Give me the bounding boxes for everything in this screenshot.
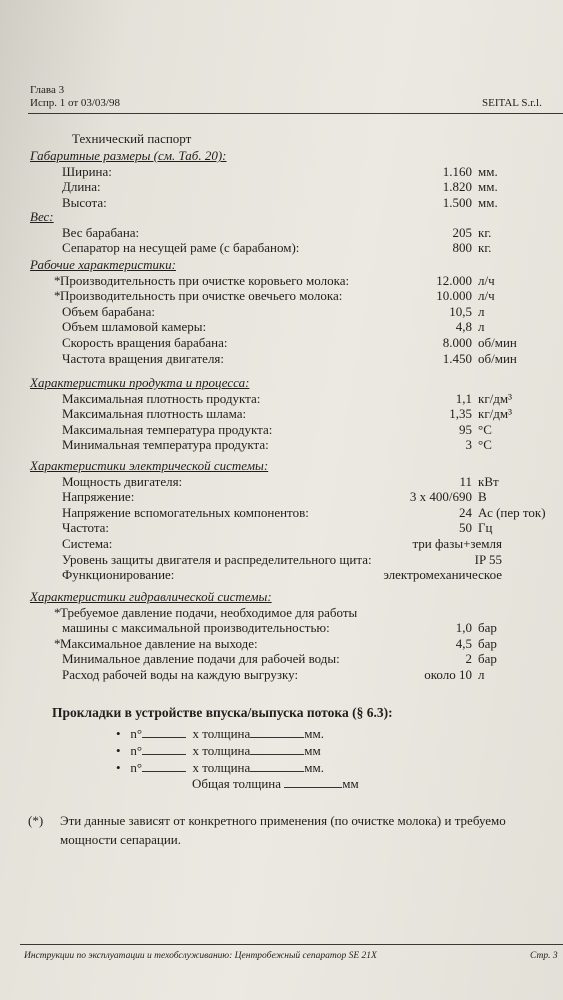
gasket-unit: мм. — [304, 760, 324, 775]
spec-value: 95 — [459, 421, 472, 437]
footnote-star: * — [54, 604, 61, 620]
spec-unit: л/ч — [478, 288, 495, 304]
footer-rule — [20, 944, 563, 945]
note-line-2: мощности сепарации. — [60, 832, 181, 847]
spec-label: Максимальное давление на выходе: — [60, 635, 258, 651]
gaskets-title: Прокладки в устройстве впуска/выпуска потока (§ 6.3): — [52, 705, 393, 720]
spec-label: Минимальное давление подачи для рабочей воды: — [62, 651, 340, 667]
gasket-thickness-label: х толщина — [192, 760, 251, 775]
gasket-total-unit: мм — [342, 776, 359, 791]
gasket-unit: мм. — [304, 726, 324, 741]
spec-unit: л — [478, 303, 485, 319]
section-title-hydraulic: Характеристики гидравлической системы: — [30, 589, 272, 604]
spec-unit: бар — [478, 620, 497, 636]
spec-label: Скорость вращения барабана: — [62, 334, 228, 350]
spec-label: Уровень защиты двигателя и распределительного щита: — [62, 551, 372, 567]
spec-value: 205 — [452, 224, 472, 240]
gasket-thickness-blank[interactable] — [250, 744, 304, 755]
spec-value: 10,5 — [449, 303, 472, 319]
section-title-product: Характеристики продукта и процесса: — [30, 375, 250, 390]
spec-unit: бар — [478, 635, 497, 651]
spec-value: 4,8 — [455, 319, 472, 335]
spec-unit: мм. — [478, 194, 498, 210]
spec-label: Напряжение: — [62, 489, 135, 505]
footnote-star: * — [54, 272, 61, 288]
revision-label: Испр. 1 от 03/03/98 — [30, 97, 120, 109]
spec-value: 10.000 — [436, 288, 472, 304]
spec-unit: мм. — [478, 163, 498, 179]
spec-unit: В — [478, 489, 487, 505]
spec-value: 1.160 — [442, 163, 472, 179]
spec-label: Высота: — [62, 194, 107, 210]
chapter-label: Глава 3 — [30, 84, 65, 96]
spec-unit: Ас (пер ток) — [478, 504, 546, 520]
spec-unit: кВт — [478, 473, 499, 489]
spec-unit: °C — [478, 421, 492, 437]
spec-value: 12.000 — [436, 272, 472, 288]
spec-label: Производительность при очистке коровьего молока: — [60, 272, 350, 288]
spec-unit: Гц — [478, 520, 493, 536]
spec-label: Объем барабана: — [62, 303, 156, 319]
spec-unit: об/мин — [478, 334, 517, 350]
spec-value: 2 — [465, 651, 472, 667]
section-title-weight: Вес: — [30, 209, 54, 224]
company-name: SEITAL S.r.l. — [482, 97, 542, 109]
spec-label: Частота вращения двигателя: — [62, 350, 225, 366]
bullet: • — [116, 760, 121, 775]
spec-unit: °C — [478, 437, 492, 453]
gasket-count-label: n° — [130, 726, 143, 741]
gasket-thickness-blank[interactable] — [250, 761, 304, 772]
spec-value: IP 55 — [474, 551, 502, 567]
spec-label: Объем шламовой камеры: — [62, 319, 207, 335]
gasket-total — [192, 776, 359, 791]
bullet: • — [116, 726, 121, 741]
spec-label: Функционирование: — [62, 567, 175, 583]
spec-value: 1,35 — [449, 406, 472, 422]
spec-value: 1,1 — [455, 390, 472, 406]
spec-label: Мощность двигателя: — [62, 473, 183, 489]
gasket-line — [116, 743, 321, 758]
spec-unit: кг/дм³ — [478, 406, 512, 422]
header-rule — [28, 113, 563, 114]
bullet: • — [116, 743, 121, 758]
spec-label: Максимальная температура продукта: — [62, 421, 273, 437]
spec-value: 1,0 — [455, 620, 472, 636]
spec-label: Вес барабана: — [62, 224, 140, 240]
spec-value: 24 — [459, 504, 472, 520]
page-title: Технический паспорт — [72, 131, 192, 146]
note-mark: (*) — [28, 813, 44, 828]
section-title-electric: Характеристики электрической системы: — [30, 458, 269, 473]
gasket-unit: мм — [304, 743, 321, 758]
spec-value: 1.500 — [442, 194, 472, 210]
gasket-total-label: Общая толщина — [192, 776, 282, 791]
gasket-thickness-label: х толщина — [192, 726, 251, 741]
gasket-thickness-label: х толщина — [192, 743, 251, 758]
spec-unit: кг. — [478, 224, 492, 240]
spec-label: машины с максимальной производительностью: — [62, 620, 330, 636]
spec-unit: л — [478, 319, 485, 335]
spec-unit: кг. — [478, 240, 492, 256]
gasket-total-blank[interactable] — [284, 777, 342, 788]
spec-unit: кг/дм³ — [478, 390, 512, 406]
spec-value: 11 — [459, 473, 472, 489]
spec-value: 50 — [459, 520, 472, 536]
spec-unit: л — [478, 666, 485, 682]
spec-value: около 10 — [424, 666, 472, 682]
spec-value: 3 x 400/690 — [409, 489, 472, 505]
spec-unit: мм. — [478, 179, 498, 195]
spec-label: Максимальная плотность продукта: — [62, 390, 261, 406]
spec-label: Система: — [62, 535, 113, 551]
spec-value: 4,5 — [455, 635, 472, 651]
spec-label: Длина: — [62, 179, 101, 195]
spec-value: электромеханическое — [383, 567, 502, 583]
footer-manual-title: Инструкции по эксплуатации и техобслуживанию: Центробежный сепаратор SE 21X — [24, 951, 377, 961]
spec-label: Максимальная плотность шлама: — [62, 406, 247, 422]
section-title-dimensions: Габаритные размеры (см. Таб. 20): — [30, 148, 227, 163]
footer-page-number: Стр. 3 — [530, 951, 558, 961]
spec-value: 8.000 — [442, 334, 472, 350]
note-line-1: Эти данные зависят от конкретного применения (по очистке молока) и требуемо — [60, 813, 506, 828]
spec-label: Производительность при очистке овечьего молока: — [60, 288, 343, 304]
gasket-line — [116, 760, 324, 775]
spec-label: Сепаратор на несущей раме (с барабаном): — [62, 240, 300, 256]
gasket-thickness-blank[interactable] — [250, 727, 304, 738]
spec-label: Ширина: — [62, 163, 112, 179]
gasket-count-label: n° — [130, 743, 143, 758]
section-title-working: Рабочие характеристики: — [30, 257, 176, 272]
spec-unit: л/ч — [478, 272, 495, 288]
gasket-count-blank[interactable] — [142, 727, 186, 738]
spec-value: 1.820 — [442, 179, 472, 195]
footnote-star: * — [54, 288, 61, 304]
gasket-count-blank[interactable] — [142, 744, 186, 755]
spec-value: 800 — [452, 240, 472, 256]
spec-value: 3 — [465, 437, 472, 453]
gasket-count-label: n° — [130, 760, 143, 775]
gasket-count-blank[interactable] — [142, 761, 186, 772]
spec-unit: об/мин — [478, 350, 517, 366]
spec-value: 1.450 — [442, 350, 472, 366]
spec-label: Частота: — [62, 520, 110, 536]
gasket-line — [116, 726, 324, 741]
spec-label: Требуемое давление подачи, необходимое для работы — [60, 604, 358, 620]
spec-label: Минимальная температура продукта: — [62, 437, 269, 453]
spec-label: Напряжение вспомогательных компонентов: — [62, 504, 309, 520]
footnote-star: * — [54, 635, 61, 651]
spec-value: три фазы+земля — [412, 535, 502, 551]
spec-label: Расход рабочей воды на каждую выгрузку: — [62, 666, 299, 682]
spec-unit: бар — [478, 651, 497, 667]
